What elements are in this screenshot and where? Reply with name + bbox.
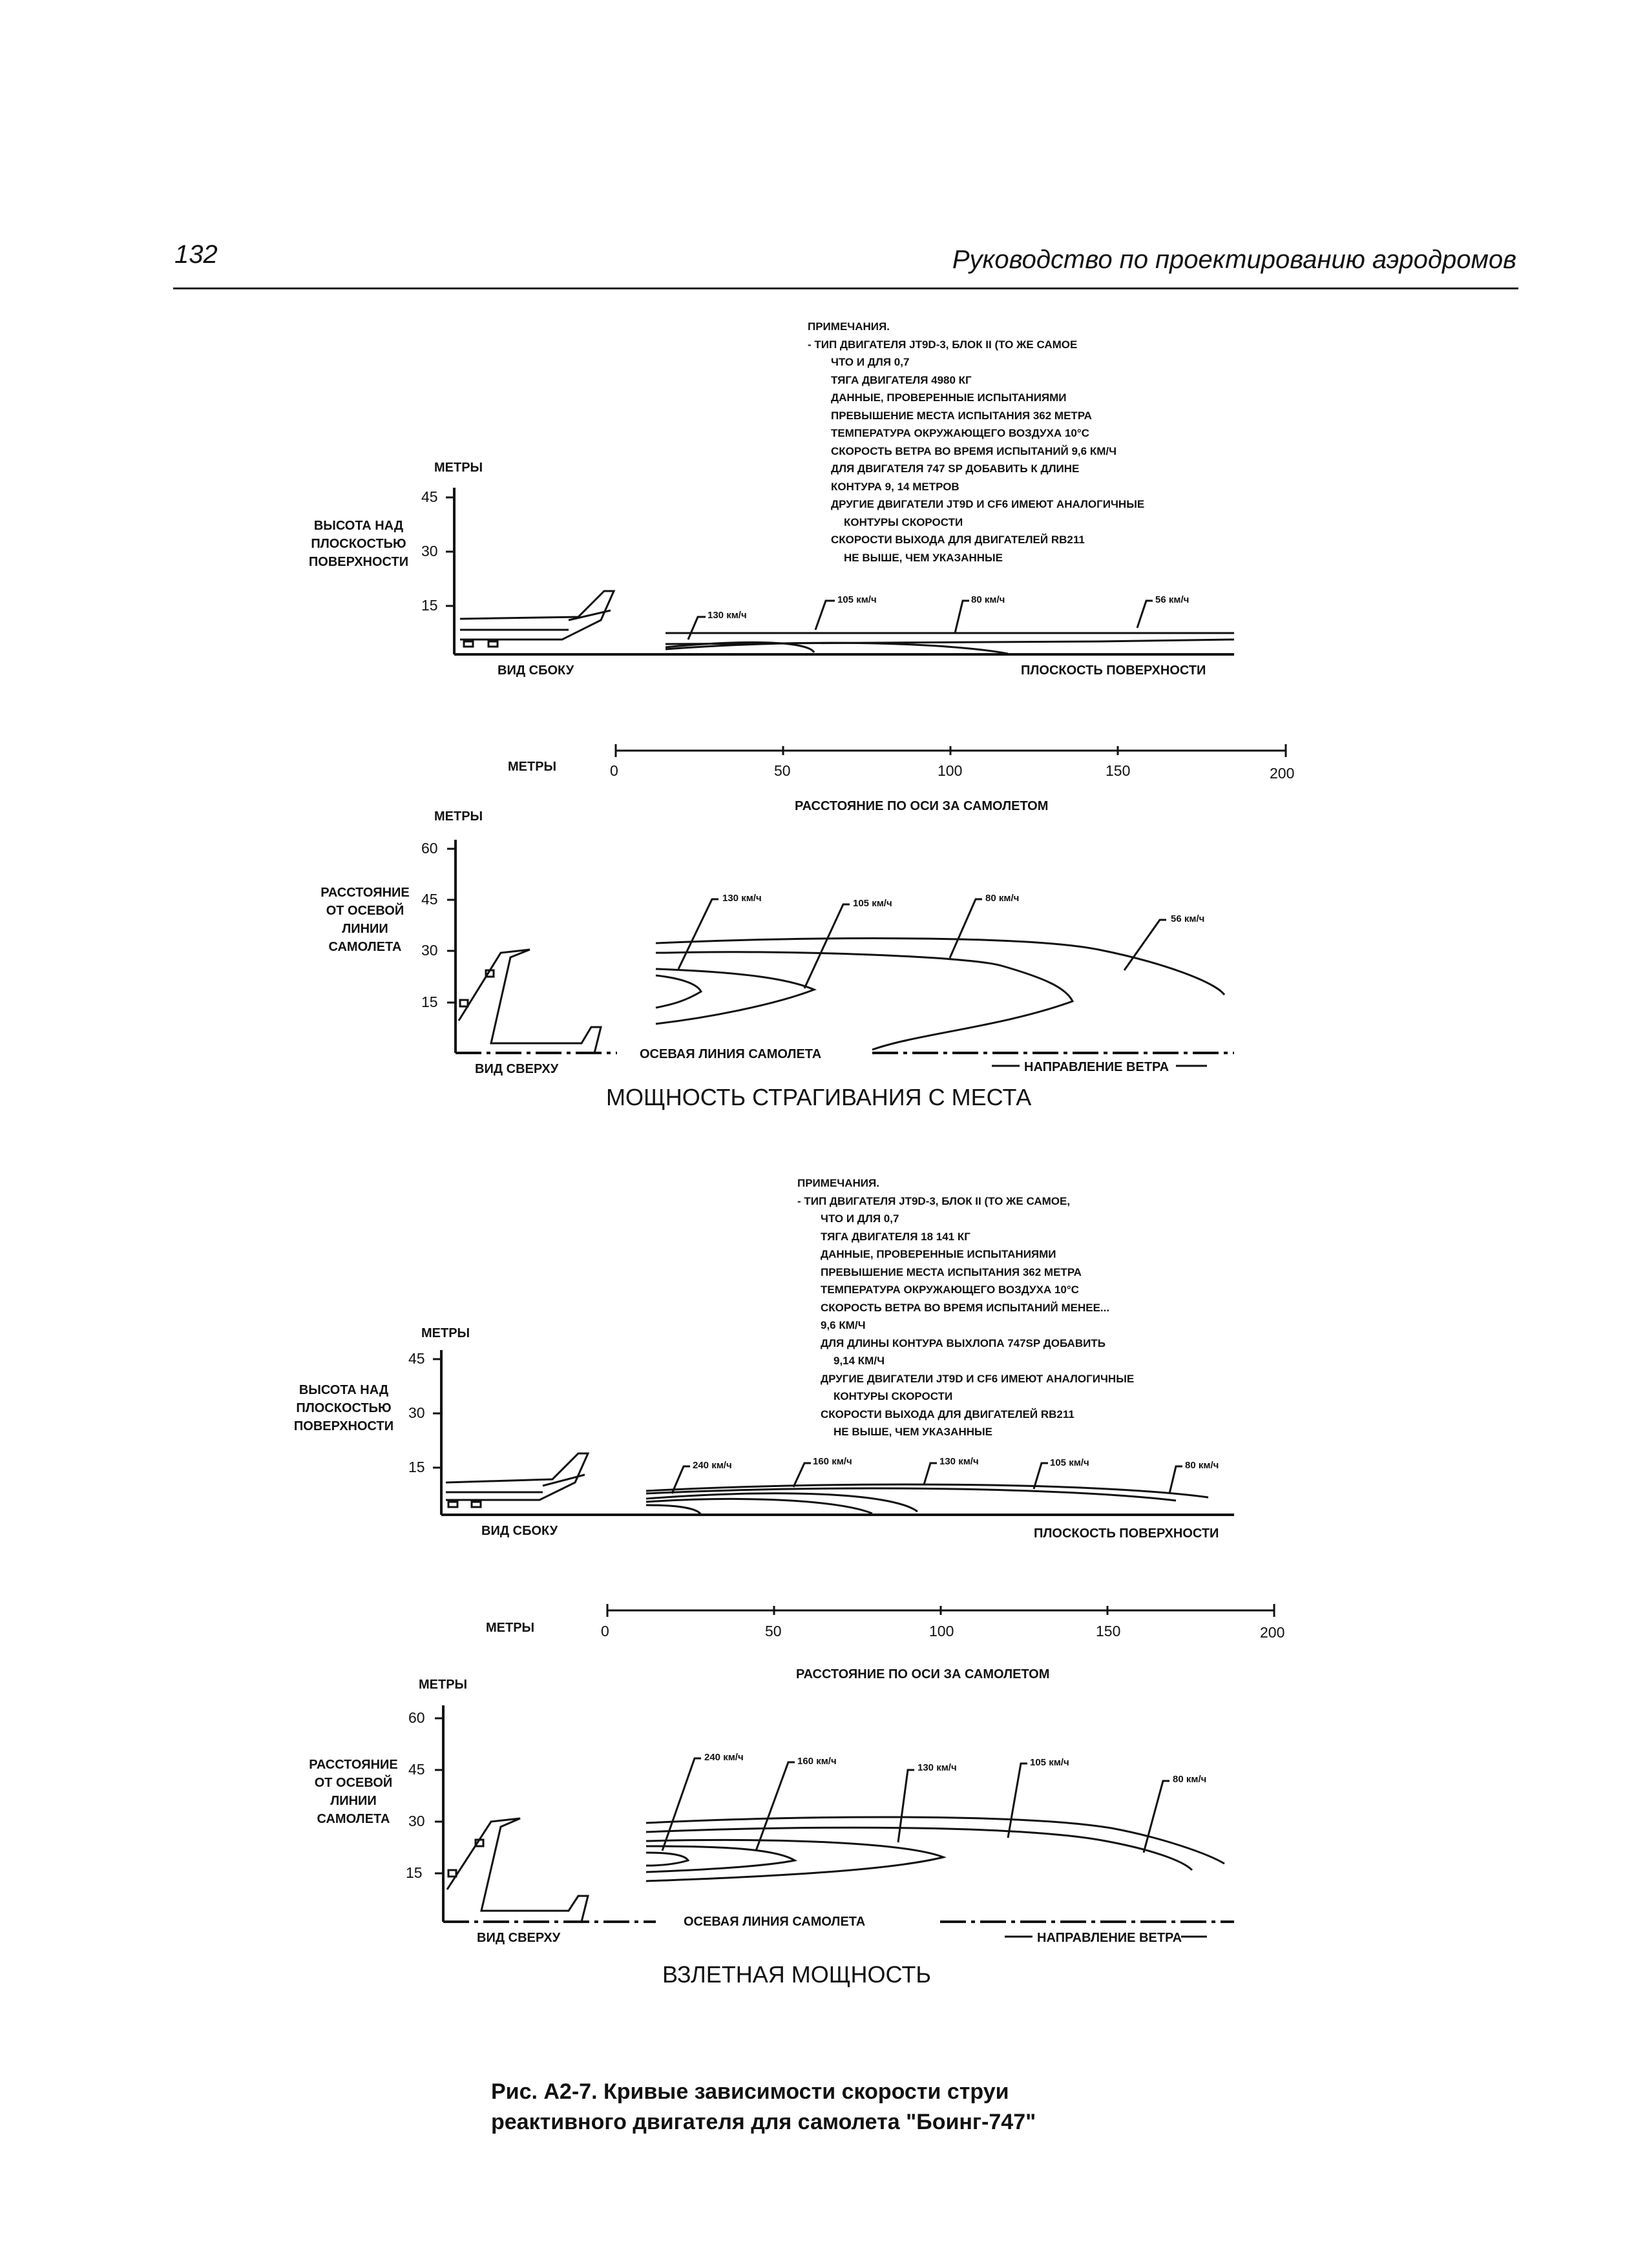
top-top-unit: МЕТРЫ bbox=[434, 809, 483, 824]
speed-label: 130 км/ч bbox=[722, 893, 762, 904]
speed-label: 105 км/ч bbox=[853, 898, 892, 909]
note-line: ДЛЯ ДВИГАТЕЛЯ 747 SP ДОБАВИТЬ К ДЛИНЕ bbox=[831, 463, 1080, 475]
top-side-unit: МЕТРЫ bbox=[434, 461, 483, 475]
note-line: КОНТУРА 9, 14 МЕТРОВ bbox=[831, 480, 959, 493]
bottom-centerline-label: ОСЕВАЯ ЛИНИЯ САМОЛЕТА bbox=[684, 1915, 866, 1929]
top-distance-axis bbox=[616, 744, 1286, 757]
speed-label: 240 км/ч bbox=[704, 1752, 744, 1763]
note-line: НЕ ВЫШЕ, ЧЕМ УКАЗАННЫЕ bbox=[844, 551, 1003, 564]
speed-label: 80 км/ч bbox=[1173, 1774, 1207, 1785]
speed-label: 130 км/ч bbox=[917, 1762, 957, 1773]
bottom-top-axis-label: РАССТОЯНИЕ ОТ ОСЕВОЙ ЛИНИИ САМОЛЕТА bbox=[309, 1758, 398, 1826]
tick-label: 0 bbox=[601, 1623, 609, 1639]
top-side-view-label: ВИД СБОКУ bbox=[498, 663, 574, 678]
note-line: ДЛЯ ДЛИНЫ КОНТУРА ВЫХЛОПА 747SP ДОБАВИТЬ bbox=[821, 1337, 1106, 1349]
speed-label: 105 км/ч bbox=[1030, 1757, 1069, 1768]
speed-label: 130 км/ч bbox=[939, 1456, 979, 1467]
bottom-side-unit: МЕТРЫ bbox=[421, 1326, 470, 1340]
bottom-top-unit: МЕТРЫ bbox=[419, 1678, 468, 1692]
bottom-top-view bbox=[435, 1705, 1234, 1937]
note-line: ПРИМЕЧАНИЯ. bbox=[797, 1177, 879, 1189]
top-wind-label: НАПРАВЛЕНИЕ ВЕТРА bbox=[1024, 1060, 1169, 1074]
note-line: КОНТУРЫ СКОРОСТИ bbox=[844, 515, 963, 528]
tick-label: 60 bbox=[408, 1709, 425, 1726]
note-line: ТЯГА ДВИГАТЕЛЯ 18 141 КГ bbox=[821, 1230, 970, 1243]
top-notes bbox=[808, 318, 1144, 567]
tick-label: 45 bbox=[408, 1761, 425, 1778]
top-distance-label: РАССТОЯНИЕ ПО ОСИ ЗА САМОЛЕТОМ bbox=[795, 799, 1049, 813]
top-top-axis-label: РАССТОЯНИЕ ОТ ОСЕВОЙ ЛИНИИ САМОЛЕТА bbox=[320, 886, 410, 954]
speed-label: 80 км/ч bbox=[985, 893, 1020, 904]
tick-label: 150 bbox=[1096, 1623, 1121, 1639]
bottom-side-axis-label: ВЫСОТА НАД ПЛОСКОСТЬЮ ПОВЕРХНОСТИ bbox=[293, 1383, 394, 1433]
speed-label: 240 км/ч bbox=[693, 1460, 732, 1471]
tick-label: 15 bbox=[408, 1459, 425, 1475]
top-side-axis-label: ВЫСОТА НАД ПЛОСКОСТЬЮ ПОВЕРХНОСТИ bbox=[308, 519, 409, 569]
speed-label: 80 км/ч bbox=[971, 594, 1005, 605]
tick-label: 45 bbox=[421, 488, 438, 505]
note-line: ТЕМПЕРАТУРА ОКРУЖАЮЩЕГО ВОЗДУХА 10°C bbox=[821, 1284, 1079, 1296]
note-line: ПРЕВЫШЕНИЕ МЕСТА ИСПЫТАНИЯ 362 МЕТРА bbox=[831, 409, 1092, 422]
tick-label: 15 bbox=[421, 994, 438, 1010]
top-top-view-label: ВИД СВЕРХУ bbox=[475, 1062, 559, 1076]
tick-label: 45 bbox=[421, 891, 438, 908]
note-line: СКОРОСТИ ВЫХОДА ДЛЯ ДВИГАТЕЛЕЙ RB211 bbox=[831, 534, 1085, 546]
tick-label: 15 bbox=[421, 597, 438, 614]
tick-label: 0 bbox=[610, 762, 618, 779]
bottom-wind-label: НАПРАВЛЕНИЕ ВЕТРА bbox=[1037, 1931, 1182, 1945]
tick-label: 30 bbox=[421, 543, 438, 559]
top-figure-title: МОЩНОСТЬ СТРАГИВАНИЯ С МЕСТА bbox=[606, 1084, 1032, 1110]
note-line: СКОРОСТЬ ВЕТРА ВО ВРЕМЯ ИСПЫТАНИЙ 9,6 КМ/Ч bbox=[831, 444, 1117, 457]
speed-label: 160 км/ч bbox=[813, 1456, 852, 1467]
speed-label: 80 км/ч bbox=[1185, 1460, 1219, 1471]
bottom-top-view-label: ВИД СВЕРХУ bbox=[477, 1931, 561, 1945]
top-surface-label: ПЛОСКОСТЬ ПОВЕРХНОСТИ bbox=[1021, 663, 1206, 678]
note-line: НЕ ВЫШЕ, ЧЕМ УКАЗАННЫЕ bbox=[833, 1426, 992, 1438]
note-line: КОНТУРЫ СКОРОСТИ bbox=[833, 1390, 953, 1402]
tick-label: 150 bbox=[1106, 762, 1131, 779]
speed-label: 56 км/ч bbox=[1155, 594, 1190, 605]
tick-label: 30 bbox=[421, 942, 438, 959]
note-line: ПРЕВЫШЕНИЕ МЕСТА ИСПЫТАНИЯ 362 МЕТРА bbox=[821, 1265, 1082, 1278]
figure-caption bbox=[491, 2077, 1036, 2138]
tick-label: 30 bbox=[408, 1404, 425, 1421]
note-line: ДАННЫЕ, ПРОВЕРЕННЫЕ ИСПЫТАНИЯМИ bbox=[831, 391, 1067, 404]
page-number: 132 bbox=[174, 240, 218, 269]
caption-line: реактивного двигателя для самолета "Боинг-747" bbox=[491, 2110, 1036, 2134]
note-line: - ТИП ДВИГАТЕЛЯ JT9D-3, БЛОК II (ТО ЖЕ САМОЕ bbox=[808, 338, 1078, 351]
speed-label: 56 км/ч bbox=[1171, 913, 1205, 924]
tick-label: 60 bbox=[421, 840, 438, 857]
note-line: ЧТО И ДЛЯ 0,7 bbox=[821, 1212, 899, 1225]
speed-label: 105 км/ч bbox=[1050, 1457, 1089, 1468]
tick-label: 45 bbox=[408, 1350, 425, 1367]
note-line: ТЕМПЕРАТУРА ОКРУЖАЮЩЕГО ВОЗДУХА 10°C bbox=[831, 427, 1089, 439]
note-line: ДАННЫЕ, ПРОВЕРЕННЫЕ ИСПЫТАНИЯМИ bbox=[821, 1248, 1056, 1260]
note-line: СКОРОСТЬ ВЕТРА ВО ВРЕМЯ ИСПЫТАНИЙ МЕНЕЕ... bbox=[821, 1301, 1110, 1314]
top-top-view bbox=[447, 840, 1234, 1066]
tick-label: 200 bbox=[1270, 765, 1295, 782]
note-line: ТЯГА ДВИГАТЕЛЯ 4980 КГ bbox=[831, 373, 972, 386]
tick-label: 200 bbox=[1260, 1624, 1285, 1641]
running-title: Руководство по проектированию аэродромов bbox=[952, 245, 1516, 274]
bottom-surface-label: ПЛОСКОСТЬ ПОВЕРХНОСТИ bbox=[1034, 1526, 1219, 1541]
note-line: ЧТО И ДЛЯ 0,7 bbox=[831, 356, 910, 368]
bottom-notes bbox=[797, 1174, 1134, 1441]
top-centerline-label: ОСЕВАЯ ЛИНИЯ САМОЛЕТА bbox=[640, 1047, 822, 1061]
bottom-figure-title: ВЗЛЕТНАЯ МОЩНОСТЬ bbox=[662, 1961, 931, 1988]
bottom-side-view-label: ВИД СБОКУ bbox=[481, 1524, 558, 1538]
bottom-distance-axis bbox=[607, 1604, 1274, 1617]
tick-label: 50 bbox=[774, 762, 791, 779]
note-line: СКОРОСТИ ВЫХОДА ДЛЯ ДВИГАТЕЛЕЙ RB211 bbox=[821, 1408, 1075, 1420]
speed-label: 105 км/ч bbox=[837, 594, 877, 605]
note-line: 9,6 КМ/Ч bbox=[821, 1319, 866, 1331]
bottom-distance-label: РАССТОЯНИЕ ПО ОСИ ЗА САМОЛЕТОМ bbox=[796, 1667, 1050, 1681]
note-line: ДРУГИЕ ДВИГАТЕЛИ JT9D И CF6 ИМЕЮТ АНАЛОГИЧНЫЕ bbox=[831, 498, 1145, 510]
top-distance-unit: МЕТРЫ bbox=[508, 760, 557, 774]
caption-line: Рис. А2-7. Кривые зависимости скорости струи bbox=[491, 2079, 1009, 2104]
speed-label: 160 км/ч bbox=[797, 1756, 837, 1767]
note-line: ДРУГИЕ ДВИГАТЕЛИ JT9D И CF6 ИМЕЮТ АНАЛОГИЧНЫЕ bbox=[821, 1372, 1135, 1385]
note-line: ПРИМЕЧАНИЯ. bbox=[808, 320, 890, 333]
tick-label: 15 bbox=[406, 1864, 423, 1881]
note-line: 9,14 КМ/Ч bbox=[833, 1355, 885, 1367]
tick-label: 50 bbox=[765, 1623, 782, 1639]
bottom-distance-unit: МЕТРЫ bbox=[486, 1621, 535, 1635]
tick-label: 100 bbox=[929, 1623, 954, 1639]
speed-label: 130 км/ч bbox=[708, 610, 747, 621]
note-line: - ТИП ДВИГАТЕЛЯ JT9D-3, БЛОК II (ТО ЖЕ САМОЕ, bbox=[797, 1194, 1071, 1207]
tick-label: 30 bbox=[408, 1813, 425, 1829]
tick-label: 100 bbox=[938, 762, 963, 779]
